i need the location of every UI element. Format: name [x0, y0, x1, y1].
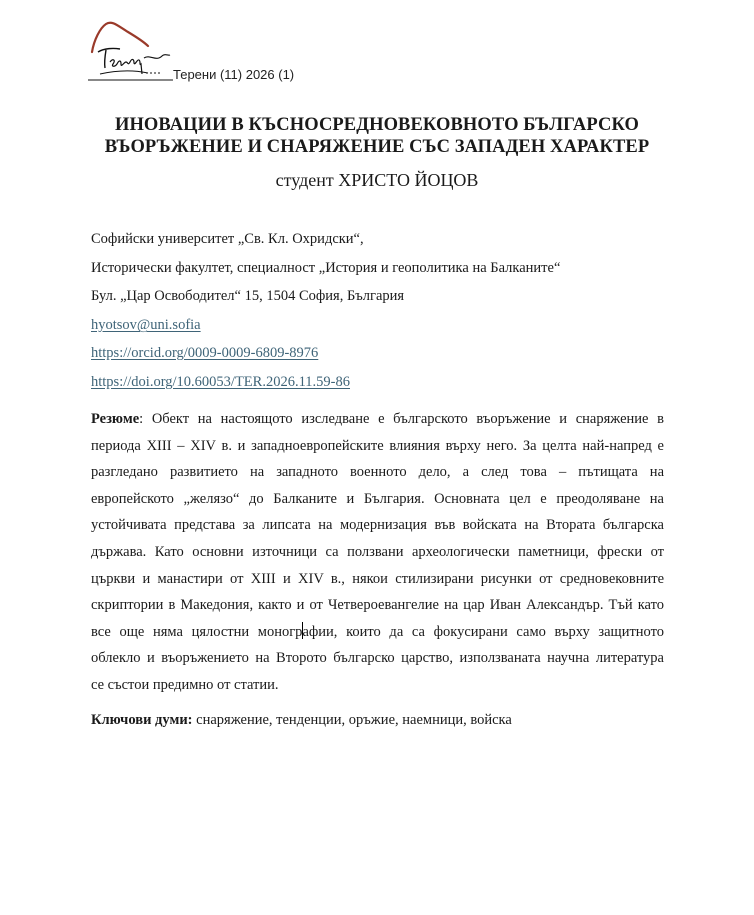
- abstract-line: европейското „желязо“ до Балканите и България. Основната цел е преодоляване на: [91, 490, 664, 507]
- orcid-link[interactable]: https://orcid.org/0009-0009-6809-8976: [91, 345, 319, 361]
- abstract: [91, 409, 664, 702]
- keywords: [91, 712, 512, 729]
- journal-header: [88, 18, 348, 88]
- title-line-1: ИНОВАЦИИ В КЪСНОСРЕДНОВЕКОВНОТО БЪЛГАРСКО: [114, 115, 640, 135]
- abstract-label: Резюме: [91, 411, 140, 427]
- abstract-line: периода XIII – XIV в. и западноевропейските влияния върху него. За целта най-напред е: [91, 437, 664, 454]
- abstract-line: скриптории в Македония, както и от Четвероевангелие на цар Иван Александър. Тъй като: [91, 597, 664, 614]
- abstract-line: църкви и манастири от XIII и XIV в., някои стилизирани рисунки от средновековните: [91, 570, 664, 587]
- abstract-line: държава. Като основни източници са ползвани археологически паметници, фрески от: [91, 543, 664, 560]
- abstract-line: облекло и въоръжението на Второто българско царство, използваната научна литература: [91, 650, 664, 667]
- email-link[interactable]: hyotsov@uni.sofia: [91, 317, 201, 333]
- affiliation-university: Софийски университет „Св. Кл. Охридски“,: [91, 231, 364, 247]
- abstract-line: все още няма цялостни монографии, които да са фокусирани само върху защитното: [91, 623, 665, 640]
- author-name: студент ХРИСТО ЙОЦОВ: [275, 170, 479, 190]
- abstract-line: Резюме: Обект на настоящото изследване е българското въоръжение и снаряжение в: [91, 411, 664, 427]
- journal-reference: Терени (11) 2026 (1): [173, 67, 295, 82]
- journal-logo-icon: [88, 18, 173, 82]
- affiliation-faculty: Исторически факултет, специалност „История и геополитика на Балканите“: [91, 260, 561, 276]
- abstract-line: устойчивата представа за липсата на модернизация във войската на Втората българска: [91, 517, 664, 534]
- abstract-line: се състои предимно от статии.: [91, 676, 279, 693]
- keywords-value: снаряжение, тенденции, оръжие, наемници, войска: [192, 712, 512, 728]
- doi-link[interactable]: https://doi.org/10.60053/TER.2026.11.59-86: [91, 374, 350, 390]
- article-title: [0, 114, 754, 158]
- title-line-2: ВЪОРЪЖЕНИЕ И СНАРЯЖЕНИЕ СЪС ЗАПАДЕН ХАРАКТЕР: [104, 137, 650, 157]
- abstract-line: разгледано развитието на западното военното дело, а след това – пътищата на: [91, 464, 664, 481]
- affiliation-address: Бул. „Цар Освободител“ 15, 1504 София, България: [91, 288, 405, 304]
- keywords-label: Ключови думи:: [91, 712, 193, 728]
